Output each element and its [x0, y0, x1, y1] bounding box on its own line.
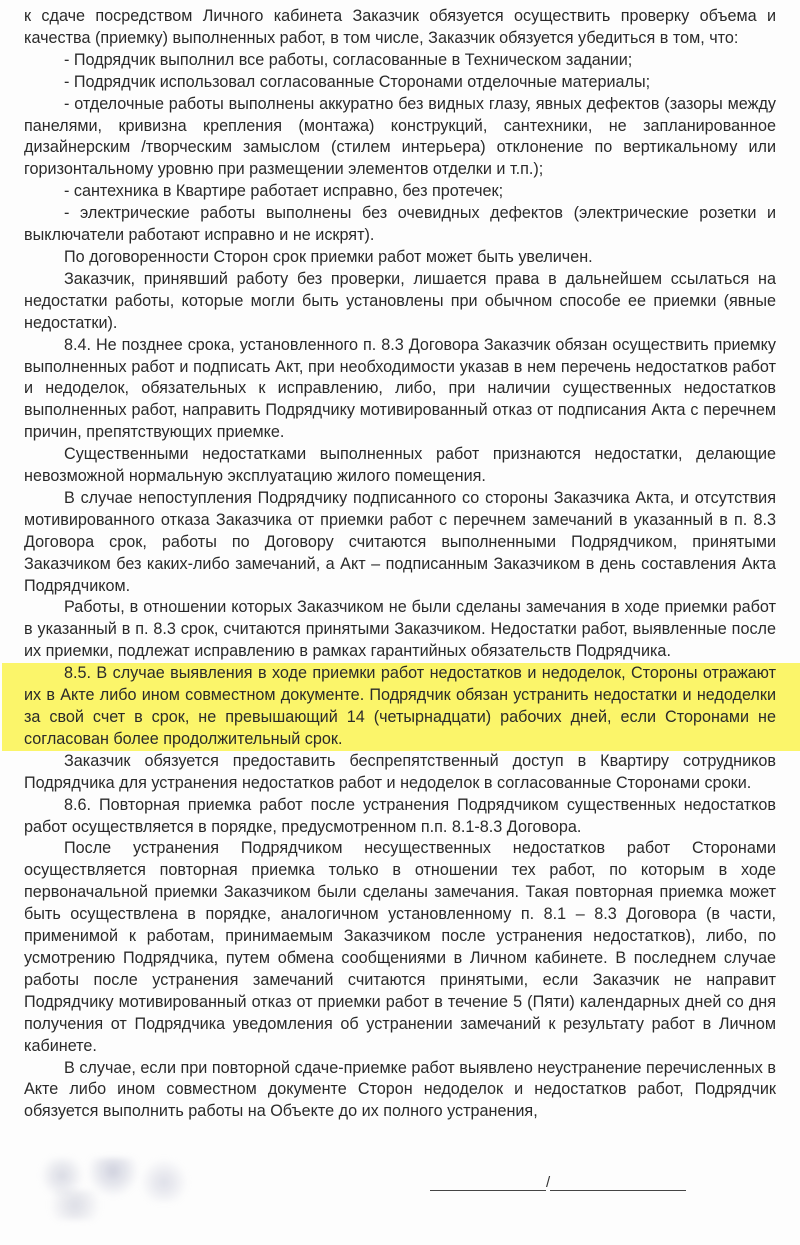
paragraph: Работы, в отношении которых Заказчиком не были сделаны замечания в ходе приемки работ в указанный в п. 8.3 срок, считаются принятыми Заказчиком. Недостатки работ, выявленные после их приемки, подлежат исправлению в рамках гарантийных обязательств Подрядчика.: [24, 598, 776, 661]
paragraphs-after: [24, 751, 776, 1123]
signature-separator: /: [546, 1174, 551, 1191]
page-footer: [0, 1150, 800, 1240]
paragraph: В случае, если при повторной сдаче-приемке работ выявлено неустранение перечисленных в Акте либо ином совместном документе Сторон недоделок и недостатков работ, Подрядчик обязуется выполнить работы на Объекте до их полного устранения,: [24, 1058, 776, 1121]
paragraph: Существенными недостатками выполненных работ признаются недостатки, делающие невозможной нормальную эксплуатацию жилого помещения.: [24, 445, 776, 486]
paragraph: 8.4. Не позднее срока, установленного п. 8.3 Договора Заказчик обязан осуществить приемку выполненных работ и подписать Акт, при необходимости указав в нем перечень недостатков работ и недоделок, обязательных к исправлению, либо, при наличии существенных недостатков выполненных работ, направить Подрядчику мотивированный отказ от подписания Акта с перечнем причин, препятствующих приемке.: [24, 335, 776, 442]
signature-blank-left: [430, 1176, 546, 1191]
list-item: - электрические работы выполнены без очевидных дефектов (электрические розетки и выключатели работают исправно и не искрят).: [24, 204, 776, 245]
paragraph: 8.6. Повторная приемка работ после устранения Подрядчиком существенных недостатков работ осуществляется в порядке, предусмотренном п.п. 8.1-8.3 Договора.: [24, 795, 776, 836]
highlighted-clause-8-5: [24, 663, 776, 751]
blurred-mark: [40, 1190, 110, 1220]
list-item: - отделочные работы выполнены аккуратно без видных глазу, явных дефектов (зазоры между панелями, кривизна крепления (монтажа) конструкций, сантехники, не запланированное дизайнерским /творческим замыслом (стилем интерьера) отклонение по вертикальному или горизонтальному уровню при размещении элементов отделки и т.п.);: [24, 94, 776, 179]
paragraph: Заказчик, принявший работу без проверки, лишается права в дальнейшем ссылаться на недостатки работы, которые могли быть установлены при обычном способе ее приемки (явные недостатки).: [24, 269, 776, 332]
paragraphs-before: [24, 6, 776, 663]
list-item: - Подрядчик выполнил все работы, согласованные в Техническом задании;: [64, 50, 633, 69]
signature-blank-right: [550, 1176, 686, 1191]
paragraph: После устранения Подрядчиком несущественных недостатков работ Сторонами осуществляется повторная приемка только в отношении тех работ, по которым в ходе первоначальной приемки Заказчиком были сделаны замечания. Такая повторная приемка может быть осуществлена в порядке, аналогичном установленному п. 8.1 – 8.3 Договора (в части, применимой к работам, принимаемым Заказчиком после устранения недостатков), либо, по усмотрению Подрядчика, путем обмена сообщениями в Личном кабинете. В последнем случае работы после устранения замечаний считаются принятыми, если Заказчик не направит Подрядчику мотивированный отказ от приемки работ в течение 5 (Пяти) календарных дней со дня получения от Подрядчика уведомления об устранении замечаний к результату работ в Личном кабинете.: [24, 839, 776, 1055]
signature-line: [430, 1174, 690, 1191]
contract-text: [24, 6, 776, 1123]
list-item: - сантехника в Квартире работает исправно, без протечек;: [64, 182, 504, 201]
clause-8-5-text: 8.5. В случае выявления в ходе приемки работ недостатков и недоделок, Стороны отражают их в Акте либо ином совместном документе. Подрядчик обязан устранить недостатки и недоделки за свой счет в срок, не превышающий 14 (четырнадцати) рабочих дней, если Сторонами не согласован более продолжительный срок.: [24, 664, 776, 748]
list-item: - Подрядчик использовал согласованные Сторонами отделочные материалы;: [64, 72, 651, 91]
paragraph: к сдаче посредством Личного кабинета Заказчик обязуется осуществить проверку объема и качества (приемку) выполненных работ, в том числе, Заказчик обязуется убедиться в том, что:: [24, 7, 776, 47]
paragraph: В случае непоступления Подрядчику подписанного со стороны Заказчика Акта, и отсутствия мотивированного отказа Заказчика от приемки работ с перечнем замечаний в указанный в п. 8.3 Договора срок, работы по Договору считаются выполненными Подрядчиком, принятыми Заказчиком без каких-либо замечаний, а Акт – подписанным Заказчиком в день составления Акта Подрядчиком.: [24, 488, 776, 595]
paragraph: По договоренности Сторон срок приемки работ может быть увеличен.: [64, 247, 593, 266]
paragraph: Заказчик обязуется предоставить беспрепятственный доступ в Квартиру сотрудников Подрядчика для устранения недостатков работ и недоделок в согласованные Сторонами сроки.: [24, 751, 776, 792]
